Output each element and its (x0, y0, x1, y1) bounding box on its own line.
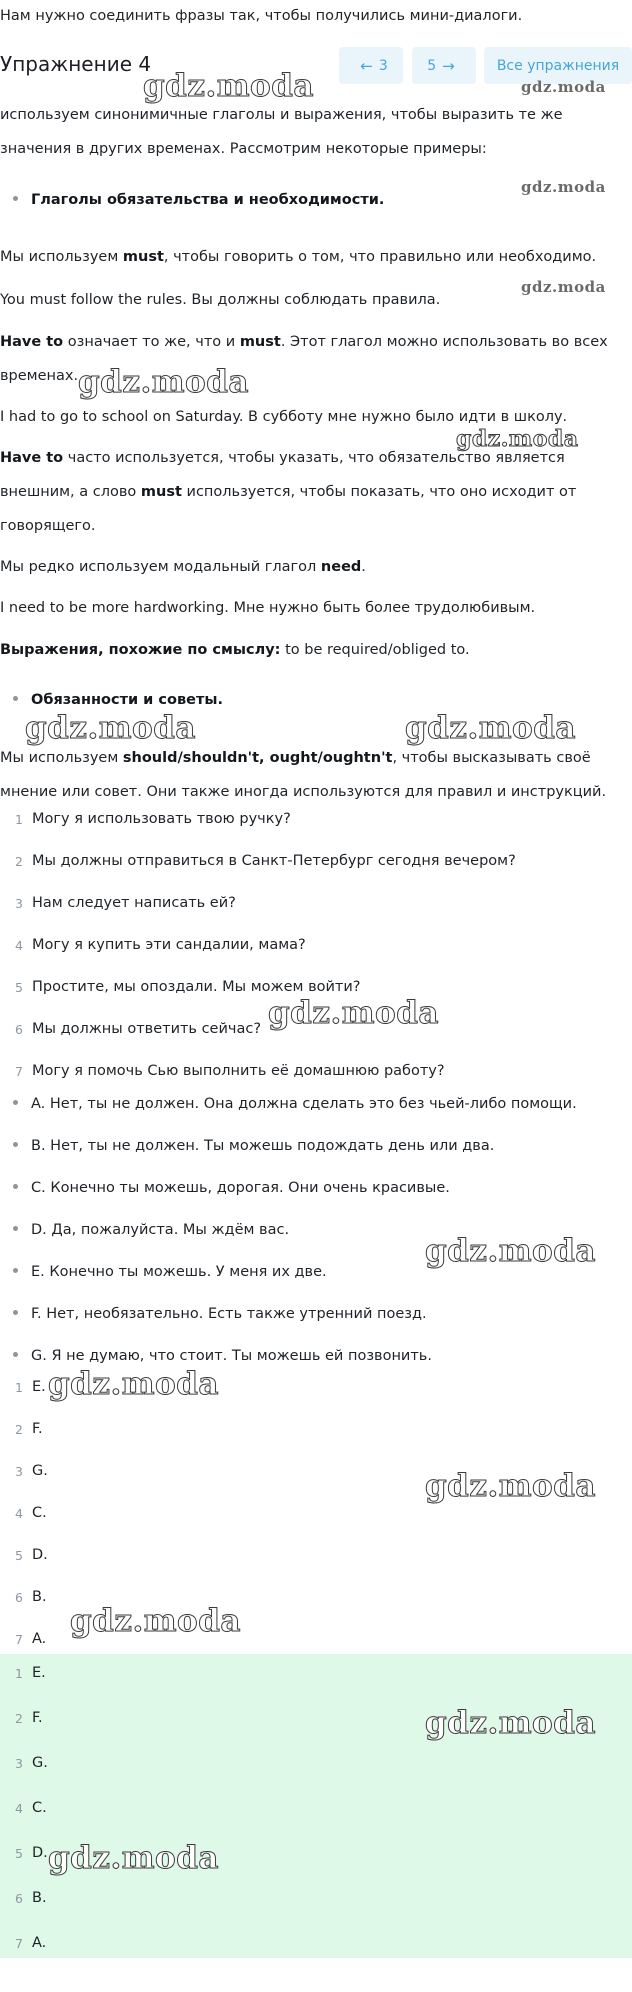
answer-item: 1 E. (15, 1665, 46, 1681)
answer-item: 1 E. (15, 1379, 46, 1395)
theory-paragraph-line: используем синонимичные глаголы и выражения, чтобы выразить те же (0, 107, 563, 123)
theory-example: I need to be more hardworking. Мне нужно быть более трудолюбивым. (0, 600, 536, 616)
list-item: 3 Нам следует написать ей? (15, 895, 236, 911)
bullet-dot (13, 696, 18, 701)
page-title: Упражнение 4 (0, 52, 152, 76)
answer-item: 7 A. (15, 1631, 47, 1647)
bullet-text: Обязанности и советы. (31, 692, 223, 708)
watermark-logo: gdz.moda (521, 78, 606, 96)
option-item: B. Нет, ты не должен. Ты можешь подождать день или два. (13, 1136, 494, 1156)
answer-item: 6 B. (15, 1890, 47, 1906)
watermark-logo: gdz.moda (521, 178, 606, 196)
watermark-logo: gdz.moda (48, 1840, 219, 1876)
theory-bullet (13, 190, 384, 210)
list-item: 7 Могу я помочь Сью выполнить её домашнюю работу? (15, 1063, 445, 1079)
answer-item: 4 C. (15, 1505, 47, 1521)
answer-item: 7 A. (15, 1935, 47, 1951)
watermark-logo: gdz.moda (425, 1233, 596, 1269)
answer-item: 2 F. (15, 1421, 43, 1437)
watermark-logo: gdz.moda (25, 710, 196, 746)
answer-item: 3 G. (15, 1463, 48, 1479)
answer-item: 2 F. (15, 1710, 43, 1726)
theory-paragraph-line: внешним, а слово must используется, чтобы показать, что оно исходит от (0, 484, 577, 500)
list-item: 4 Могу я купить эти сандалии, мама? (15, 937, 306, 953)
watermark-logo: gdz.moda (521, 278, 606, 296)
bullet-dot (13, 196, 18, 201)
watermark-logo: gdz.moda (78, 364, 249, 400)
all-exercises-label: Все упражнения (496, 57, 620, 74)
theory-paragraph-line: Мы редко используем модальный глагол need. (0, 559, 366, 575)
option-item: C. Конечно ты можешь, дорогая. Они очень красивые. (13, 1178, 450, 1198)
bullet-text: Глаголы обязательства и необходимости. (31, 192, 385, 208)
bullet-dot (13, 1352, 18, 1357)
watermark-logo: gdz.moda (456, 426, 579, 452)
theory-bullet (13, 690, 223, 710)
theory-paragraph-line: Have to означает то же, что и must. Этот глагол можно использовать во всех (0, 334, 608, 350)
watermark-logo: gdz.moda (425, 1468, 596, 1504)
list-item: 2 Мы должны отправиться в Санкт-Петербург сегодня вечером? (15, 853, 516, 869)
next-exercise-label: 5 (427, 57, 437, 74)
bullet-dot (13, 1100, 18, 1105)
watermark-logo: gdz.moda (405, 710, 576, 746)
bullet-dot (13, 1268, 18, 1273)
theory-paragraph-line: Мы используем must, чтобы говорить о том, что правильно или необходимо. (0, 249, 597, 265)
theory-example: I had to go to school on Saturday. В субботу мне нужно было идти в школу. (0, 409, 568, 425)
intro-text: Нам нужно соединить фразы так, чтобы получились мини-диалоги. (0, 8, 523, 24)
theory-paragraph-line: говорящего. (0, 518, 96, 534)
prev-exercise-label: 3 (378, 57, 388, 74)
watermark-logo: gdz.moda (425, 1705, 596, 1741)
theory-paragraph-line: Мы используем should/shouldn't, ought/oughtn't, чтобы высказывать своё (0, 750, 591, 766)
bullet-dot (13, 1184, 18, 1189)
theory-example: You must follow the rules. Вы должны соблюдать правила. (0, 292, 441, 308)
watermark-logo: gdz.moda (70, 1603, 241, 1639)
watermark-logo: gdz.moda (48, 1366, 219, 1402)
theory-paragraph-line: значения в других временах. Рассмотрим некоторые примеры: (0, 141, 487, 157)
answer-highlight-box (0, 1654, 632, 1958)
list-item: 5 Простите, мы опоздали. Мы можем войти? (15, 979, 361, 995)
theory-paragraph-line: мнение или совет. Они также иногда используются для правил и инструкций. (0, 784, 607, 800)
list-item: 1 Могу я использовать твою ручку? (15, 811, 291, 827)
watermark-logo: gdz.moda (268, 995, 439, 1031)
prev-exercise-button[interactable] (339, 47, 403, 84)
arrow-right-icon: → (442, 56, 455, 75)
next-exercise-button[interactable] (412, 47, 476, 84)
answer-item: 3 G. (15, 1755, 48, 1771)
arrow-left-icon: ← (360, 56, 373, 75)
bullet-dot (13, 1310, 18, 1315)
option-item: A. Нет, ты не должен. Она должна сделать это без чьей-либо помощи. (13, 1094, 577, 1114)
option-item: D. Да, пожалуйста. Мы ждём вас. (13, 1220, 289, 1240)
option-item: F. Нет, необязательно. Есть также утренний поезд. (13, 1304, 427, 1324)
answer-item: 5 D. (15, 1547, 48, 1563)
bullet-dot (13, 1142, 18, 1147)
list-item: 6 Мы должны ответить сейчас? (15, 1021, 262, 1037)
answer-item: 6 B. (15, 1589, 47, 1605)
answer-item: 5 D. (15, 1845, 48, 1861)
answer-item: 4 C. (15, 1800, 47, 1816)
bullet-dot (13, 1226, 18, 1231)
option-item: E. Конечно ты можешь. У меня их две. (13, 1262, 327, 1282)
watermark-logo: gdz.moda (143, 68, 314, 104)
theory-paragraph-line: Выражения, похожие по смыслу: to be required/obliged to. (0, 642, 470, 658)
theory-paragraph-line: Have to часто используется, чтобы указать, что обязательство является (0, 450, 565, 466)
option-item: G. Я не думаю, что стоит. Ты можешь ей позвонить. (13, 1346, 432, 1366)
theory-paragraph-line: временах. (0, 368, 79, 384)
